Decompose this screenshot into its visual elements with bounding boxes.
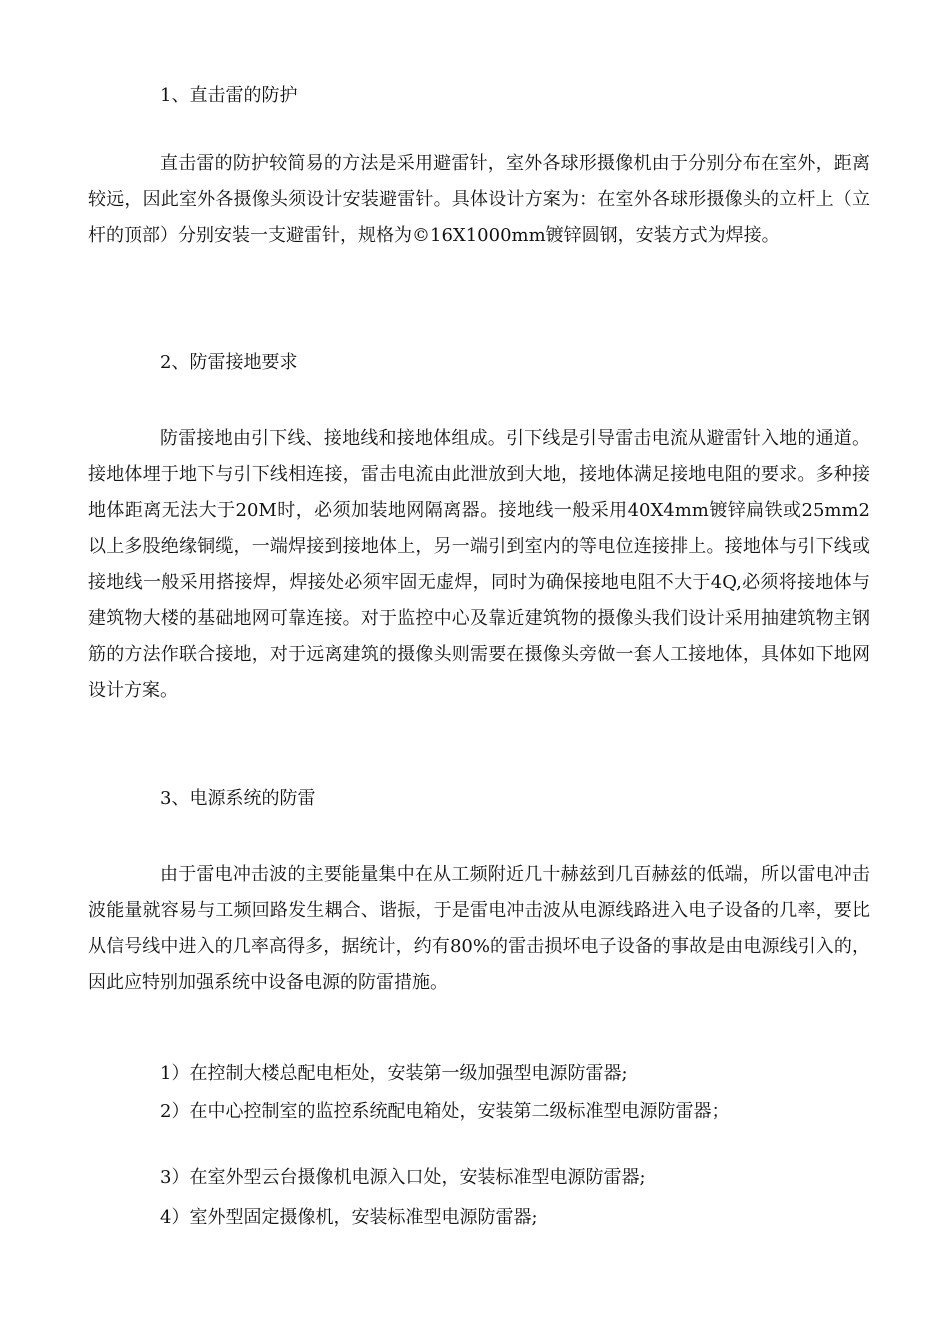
section-3-paragraph: 由于雷电冲击波的主要能量集中在从工频附近几十赫兹到几百赫兹的低端，所以雷电冲击波能量就容易与工频回路发生耦合、谐振，于是雷电冲击波从电源线路进入电子设备的几率，要比从信号线中进入的几率高得多，据统计，约有80%的雷击损坏电子设备的事故是由电源线引入的，因此应特别加强系统中设备电源的防雷措施。 [88,864,870,993]
list-item: 1）在控制大楼总配电柜处，安装第一级加强型电源防雷器; [160,1063,628,1084]
section-1-heading: 1、直击雷的防护 [160,85,298,106]
section-2-heading: 2、防雷接地要求 [160,352,298,373]
section-3-heading: 3、电源系统的防雷 [160,788,316,809]
list-item: 4）室外型固定摄像机，安装标准型电源防雷器; [160,1207,538,1228]
list-item: 2）在中心控制室的监控系统配电箱处，安装第二级标准型电源防雷器； [160,1101,730,1122]
section-1-paragraph: 直击雷的防护较简易的方法是采用避雷针，室外各球形摄像机由于分别分布在室外，距离较远，因此室外各摄像头须设计安装避雷针。具体设计方案为：在室外各球形摄像头的立杆上（立杆的顶部）分别安装一支避雷针，规格为©16X1000mm镀锌圆钢，安装方式为焊接。 [88,153,870,246]
section-2-paragraph: 防雷接地由引下线、接地线和接地体组成。引下线是引导雷击电流从避雷针入地的通道。接地体埋于地下与引下线相连接，雷击电流由此泄放到大地，接地体满足接地电阻的要求。多种接地体距离无法大于20M时，必须加装地网隔离器。接地线一般采用40X4mm镀锌扁铁或25mm2以上多股绝缘铜缆，一端焊接到接地体上，另一端引到室内的等电位连接排上。接地体与引下线或接地线一般采用搭接焊，焊接处必须牢固无虚焊，同时为确保接地电阻不大于4Q,必须将接地体与建筑物大楼的基础地网可靠连接。对于监控中心及靠近建筑物的摄像头我们设计采用抽建筑物主钢筋的方法作联合接地，对于远离建筑的摄像头则需要在摄像头旁做一套人工接地体，具体如下地网设计方案。 [88,428,870,701]
list-item: 3）在室外型云台摄像机电源入口处，安装标准型电源防雷器; [160,1167,646,1188]
